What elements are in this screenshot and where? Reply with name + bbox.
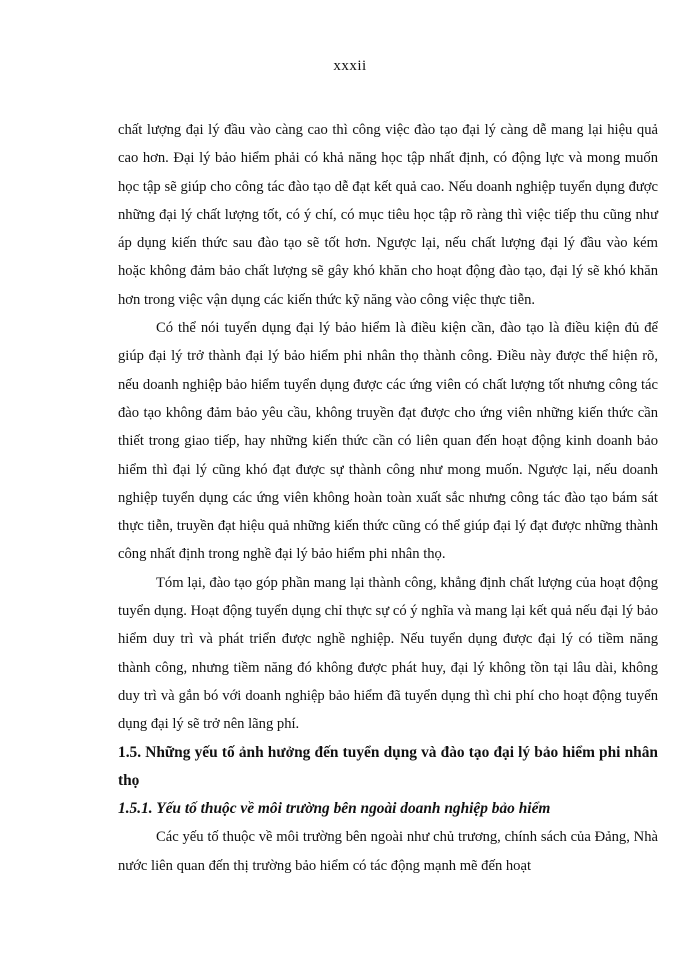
section-heading: 1.5. Những yếu tố ảnh hưởng đến tuyển dụng và đào tạo đại lý bảo hiểm phi nhân thọ [118,743,658,789]
paragraph-summary: Tóm lại, đào tạo góp phần mang lại thành công, khẳng định chất lượng của hoạt động tuyển dụng. Hoạt động tuyển dụng chỉ thực sự có ý nghĩa và mang lại kết quả nếu đại lý bảo hiểm duy trì và phát triển được nghề nghiệp. Nếu tuyển dụng được đại lý có tiềm năng thành công, nhưng tiềm năng đó không được phát huy, đại lý không tồn tại lâu dài, không duy trì và gắn bó với doanh nghiệp bảo hiểm đã tuyển dụng thì chi phí cho hoạt động tuyển dụng đại lý sẽ trở nên lãng phí. [118,574,658,733]
paragraph-external-factors: Các yếu tố thuộc về môi trường bên ngoài như chủ trương, chính sách của Đảng, Nhà nước liên quan đến thị trường bảo hiểm có tác động mạnh mẽ đến hoạt [118,829,658,874]
paragraph-recruitment-condition: Có thể nói tuyển dụng đại lý bảo hiểm là điều kiện cần, đào tạo là điều kiện đủ để giúp đại lý trở thành đại lý bảo hiểm phi nhân thọ thành công. Điều này được thể hiện rõ, nếu doanh nghiệp bảo hiểm tuyển dụng được các ứng viên có chất lượng tốt nhưng công tác đào tạo không đảm bảo yêu cầu, không truyền đạt được cho ứng viên những kiến thức cần thiết trong giao tiếp, hay những kiến thức cần có liên quan đến hoạt động kinh doanh bảo hiểm thì đại lý cũng khó đạt được sự thành công như mong muốn. Ngược lại, nếu doanh nghiệp tuyển dụng các ứng viên không hoàn toàn xuất sắc nhưng công tác đào tạo bám sát thực tiễn, truyền đạt hiệu quả những kiến thức cũng có thể giúp đại lý đạt được những thành công nhất định trong nghề đại lý bảo hiểm phi nhân thọ. [118,320,658,563]
page-number: xxxii [333,58,367,74]
paragraph-continuation: chất lượng đại lý đầu vào càng cao thì công việc đào tạo đại lý càng dễ mang lại hiệu quả cao hơn. Đại lý bảo hiểm phải có khả năng học tập nhất định, có động lực và mong muốn học tập sẽ giúp cho công tác đào tạo dễ đạt kết quả cao. Nếu doanh nghiệp tuyển dụng được những đại lý chất lượng tốt, có ý chí, có mục tiêu học tập rõ ràng thì việc tiếp thu cũng như áp dụng kiến thức sau đào tạo sẽ tốt hơn. Ngược lại, nếu chất lượng đại lý đầu vào kém hoặc không đảm bảo chất lượng sẽ gây khó khăn cho hoạt động đào tạo, đại lý sẽ khó khăn hơn trong việc vận dụng các kiến thức kỹ năng vào công việc thực tiễn. [118,122,658,308]
subsection-heading: 1.5.1. Yếu tố thuộc về môi trường bên ngoài doanh nghiệp bảo hiểm [118,800,551,818]
page-content [118,116,658,880]
